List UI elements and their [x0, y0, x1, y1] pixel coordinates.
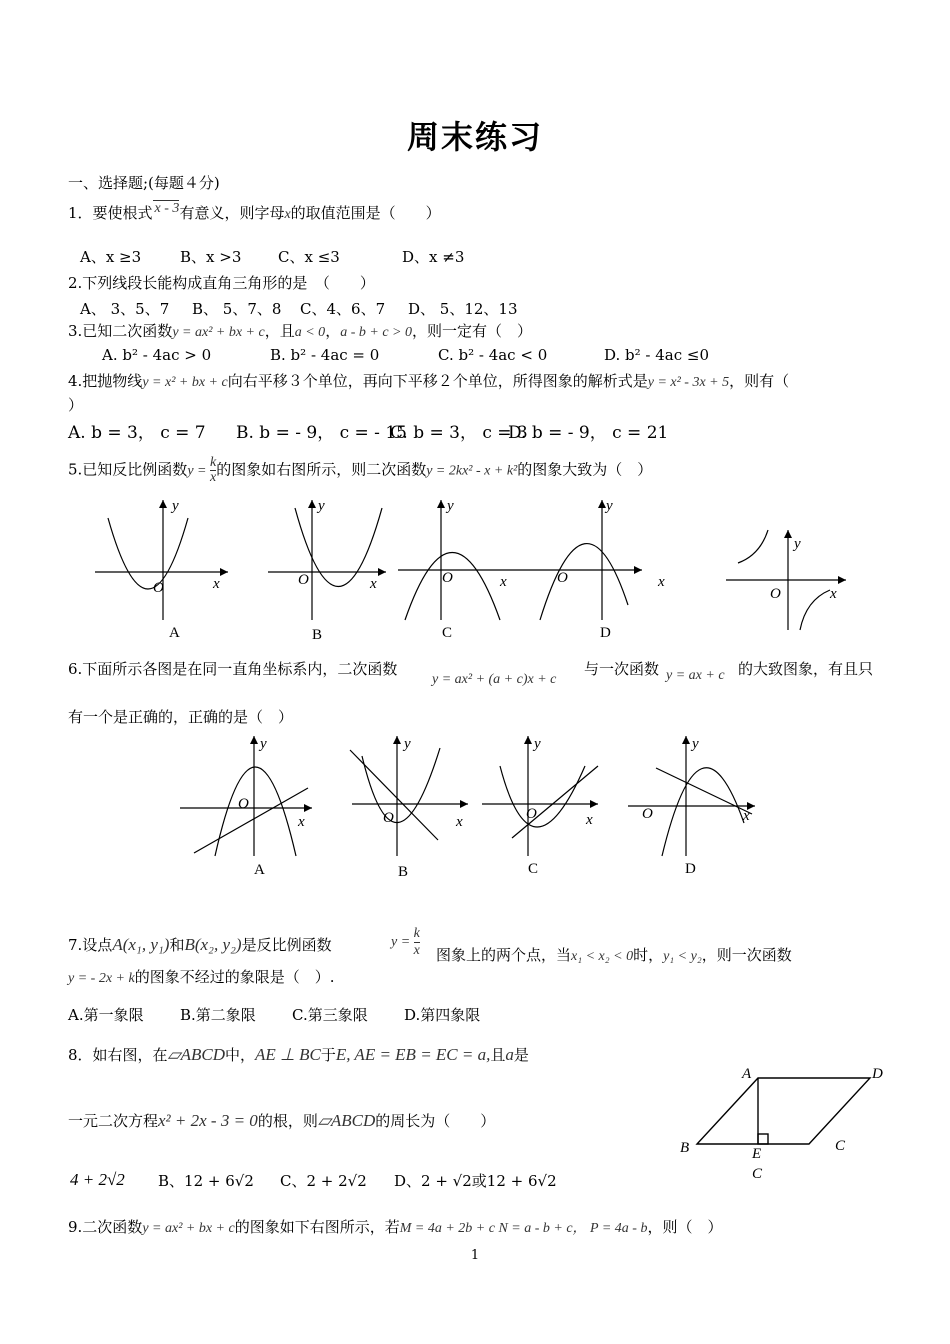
svg-text:y: y	[794, 536, 801, 552]
svg-text:y: y	[534, 736, 541, 752]
q3-option-c: C. b² - 4ac < 0	[438, 346, 548, 364]
question-1-stem: 1．要使根式 x - 3有意义，则字母x的取值范围是（ ）	[68, 201, 441, 222]
svg-text:x: x	[298, 814, 305, 830]
question-7-stem-c: y = - 2x + k的图象不经过的象限是（ ）.	[68, 968, 335, 986]
q3-option-d: D. b² - 4ac ≤0	[604, 346, 710, 364]
q6-a-curve	[215, 767, 296, 856]
q1-option-b: B、x >3	[180, 248, 242, 266]
svg-text:O: O	[442, 570, 453, 586]
svg-text:y: y	[606, 498, 613, 514]
question-8-stem-cont: 一元二次方程x² + 2x - 3 = 0的根，则▱ABCD的周长为（ ）	[68, 1111, 496, 1130]
q7-option-a: A.第一象限	[68, 1006, 144, 1024]
q5-graphs	[0, 490, 950, 650]
q5-a-curve	[108, 518, 188, 589]
q1-option-d: D、x ≠3	[402, 248, 465, 266]
q6-d-curve	[662, 768, 744, 856]
svg-text:O: O	[642, 806, 653, 822]
svg-text:y: y	[172, 498, 179, 514]
question-9-stem: 9.二次函数y = ax² + bx + c的图象如下右图所示，若M = 4a + 2b + c N = a - b + c， P = 4a - b，则（ ）	[68, 1218, 723, 1236]
q4-option-a: A. b = 3， c = 7	[68, 423, 206, 443]
q2-option-c: C、4、6、7	[300, 300, 386, 318]
question-4-stem: 4.把抛物线y = x² + bx + c向右平移３个单位，再向下平移２个单位，所得图象的解析式是y = x² - 3x + 5，则有（	[68, 372, 790, 390]
q5-ref-curve-upper	[738, 530, 768, 563]
q2-option-d: D、 5、12、13	[408, 300, 518, 318]
q8-option-d: D、2 + √2或12 + 6√2	[394, 1172, 557, 1190]
label-c-bottom: C	[752, 1166, 763, 1182]
svg-text:O: O	[770, 586, 781, 602]
q5-ref-curve-lower	[800, 590, 830, 630]
q7-option-d: D.第四象限	[404, 1006, 481, 1024]
svg-text:y: y	[260, 736, 267, 752]
svg-text:O: O	[526, 806, 537, 822]
parallelogram-abcd	[697, 1078, 870, 1144]
q6-d-line	[656, 768, 752, 814]
question-2-stem: 2.下列线段长能构成直角三角形的是 （ ）	[68, 274, 375, 292]
q1-option-c: C、x ≤3	[278, 248, 340, 266]
svg-text:O: O	[238, 796, 249, 812]
svg-text:x: x	[586, 812, 593, 828]
label-e: E	[752, 1146, 762, 1162]
q3-option-a: A. b² - 4ac > 0	[102, 346, 212, 364]
q6-label-d: D	[685, 861, 696, 877]
radical-expression: x - 3	[154, 201, 180, 216]
q1-option-a: A、x ≥3	[80, 248, 142, 266]
q6-c-curve	[500, 766, 585, 827]
question-8-stem: 8．如右图，在▱ABCD中，AE ⊥ BC于E, AE = EB = EC = a,且a是	[68, 1045, 529, 1064]
q4-option-c: C. b = 3， c = 3	[390, 423, 528, 443]
svg-text:x: x	[743, 808, 750, 824]
label-a: A	[742, 1066, 752, 1082]
label-c-right: C	[835, 1138, 846, 1154]
q5-label-a: A	[169, 625, 180, 641]
svg-text:x: x	[658, 574, 665, 590]
q6-b-curve	[362, 748, 440, 823]
svg-text:x: x	[213, 576, 220, 592]
q5-label-d: D	[600, 625, 611, 641]
svg-text:x: x	[500, 574, 507, 590]
q3-option-b: B. b² - 4ac = 0	[270, 346, 380, 364]
q6-quadratic: y = ax² + (a + c)x + c	[432, 672, 557, 687]
svg-text:x: x	[830, 586, 837, 602]
svg-text:y: y	[447, 498, 454, 514]
question-7-stem-b: 图象上的两个点，当x₁ < x₂ < 0时，y₁ < y₂，则一次函数	[436, 946, 792, 964]
question-7-stem: 7.设点A(x₁, y₁)和B(x₂, y₂)是反比例函数	[68, 935, 332, 954]
q6-b-line	[350, 750, 438, 840]
label-d: D	[872, 1066, 883, 1082]
svg-text:O: O	[298, 572, 309, 588]
q2-option-a: A、 3、5、7	[80, 300, 170, 318]
page-number: 1	[470, 1248, 480, 1263]
question-5-stem: 5.已知反比例函数y = $\frac{k}{x}$ 的图象如右图所示，则二次函数y = 2kx² - x + k²的图象大致为（ ）	[68, 455, 653, 485]
q8-option-b: B、12 + 6√2	[158, 1172, 254, 1190]
svg-text:y: y	[318, 498, 325, 514]
q7-option-b: B.第二象限	[180, 1006, 256, 1024]
q6-stem-end: 的大致图象，有且只	[738, 660, 874, 678]
svg-text:x: x	[456, 814, 463, 830]
q7-option-c: C.第三象限	[292, 1006, 368, 1024]
svg-text:x: x	[370, 576, 377, 592]
q4-option-d: D. b = - 9， c = 21	[508, 423, 669, 443]
question-6-stem-cont: 有一个是正确的，正确的是（ ）	[68, 708, 294, 726]
q6-linear: y = ax + c	[666, 668, 725, 683]
q8-option-c: C、2 + 2√2	[280, 1172, 367, 1190]
q5-d-curve	[540, 544, 628, 620]
q5-label-c: C	[442, 625, 453, 641]
q6-a-line	[194, 788, 308, 853]
q4-option-b: B. b = - 9， c = - 15	[236, 423, 407, 443]
question-6-stem: 6.下面所示各图是在同一直角坐标系内，二次函数	[68, 660, 398, 678]
svg-text:y: y	[404, 736, 411, 752]
q6-label-c: C	[528, 861, 539, 877]
right-angle-mark	[758, 1134, 768, 1144]
label-b: B	[680, 1140, 690, 1156]
q2-option-b: B、 5、7、8	[192, 300, 282, 318]
question-4-stem-cont: ）	[68, 396, 84, 414]
svg-text:y: y	[692, 736, 699, 752]
q6-stem-mid: 与一次函数	[584, 660, 660, 678]
q8-option-a: 4 + 2√2	[70, 1170, 125, 1189]
question-3-stem: 3.已知二次函数y = ax² + bx + c，且a < 0，a - b + c > 0，则一定有（ ）	[68, 322, 532, 340]
page-title: 周末练习	[406, 118, 543, 156]
svg-text:O: O	[557, 570, 568, 586]
section-heading: 一、选择题;(每题４分)	[68, 174, 220, 192]
q8-parallelogram-figure	[670, 1060, 900, 1180]
q6-label-a: A	[254, 862, 265, 878]
q5-label-b: B	[312, 627, 323, 643]
svg-text:O: O	[153, 580, 164, 596]
svg-text:O: O	[383, 810, 394, 826]
q7-fn: y = $\frac{k}{x}$	[391, 926, 420, 958]
q5-c-curve	[405, 553, 500, 621]
q6-graphs	[0, 728, 950, 888]
q6-label-b: B	[398, 864, 409, 880]
